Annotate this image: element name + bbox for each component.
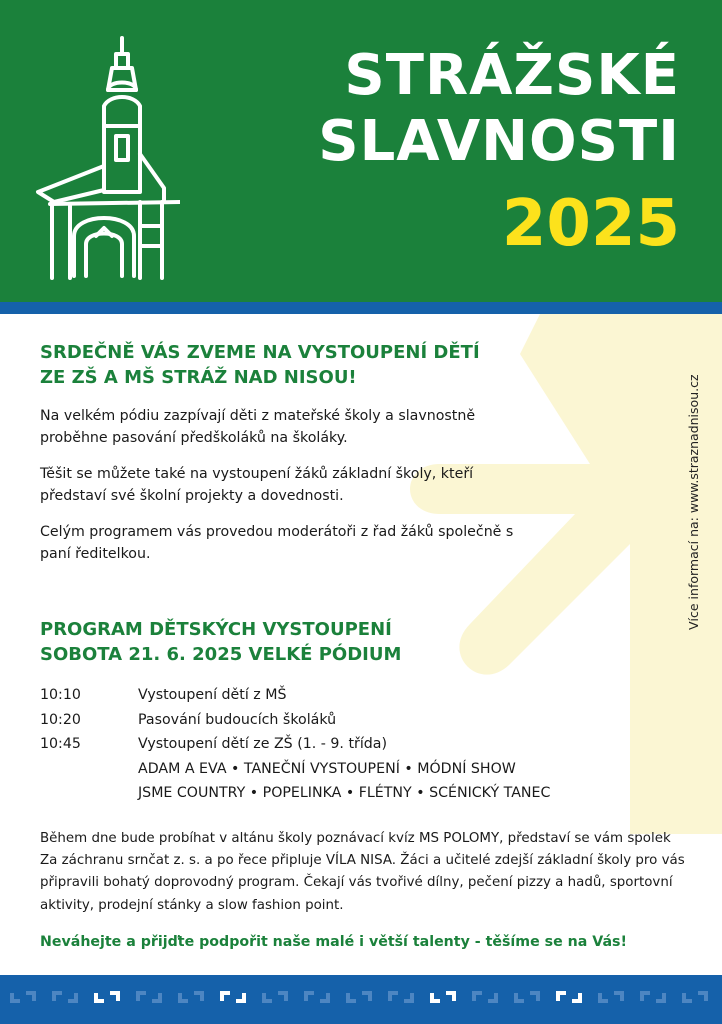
program-heading-line-2: SOBOTA 21. 6. 2025 VELKÉ PÓDIUM — [40, 644, 402, 665]
program-time: 10:10 — [40, 687, 81, 703]
program-item — [40, 708, 640, 733]
footer-pattern — [0, 975, 722, 1024]
intro-paragraph-1: Na velkém pódiu zazpívají děti z mateřské školy a slavnostně proběhne pasování předškoláků na školáky. — [40, 408, 476, 446]
website-info — [668, 340, 701, 640]
footer-bracket-icon — [390, 993, 412, 1001]
title-line-2: SLAVNOSTI — [318, 109, 680, 174]
call-to-action: Neváhejte a přijďte podpořit naše malé i větší talenty - těšíme se na Vás! — [40, 934, 627, 950]
event-title — [318, 43, 680, 261]
footer-bracket-icon — [222, 993, 244, 1001]
title-year: 2025 — [501, 187, 680, 261]
header-divider — [0, 302, 722, 314]
accompanying-program-paragraph: Během dne bude probíhat v altánu školy poznávací kvíz MS POLOMY, představí se vám spolek Za záchranu srnčat z. s. a po řece připluje VÍLA NISA. Žáci a učitelé zdejší základní školy pro vás připravili bohatý doprovodný program. Čekají vás tvořivé dílny, pečení pizzy a hadů, sportovní aktivity, prodejní stánky a slow fashion point. — [40, 831, 685, 913]
intro-heading-line-2: ZE ZŠ A MŠ STRÁŽ NAD NISOU! — [40, 367, 357, 388]
footer-bracket-icon — [54, 993, 76, 1001]
footer-bracket-icon — [474, 993, 496, 1001]
program-item — [40, 683, 640, 708]
program-description: Vystoupení dětí z MŠ — [138, 687, 287, 703]
footer-bracket-icon — [684, 993, 706, 1001]
footer-bracket-icon — [264, 993, 286, 1001]
website-info-text: Více informací na: www.straznadnisou.cz — [686, 374, 701, 630]
footer-bracket-icon — [600, 993, 622, 1001]
footer-bracket-icon — [516, 993, 538, 1001]
footer-bracket-icon — [348, 993, 370, 1001]
program-list — [40, 683, 640, 806]
intro-paragraph-2: Těšit se můžete také na vystoupení žáků základní školy, kteří představí své školní projekty a dovednosti. — [40, 466, 474, 504]
program-description: Pasování budoucích školáků — [138, 711, 337, 728]
intro-paragraph-3: Celým programem vás provedou moderátoři z řad žáků společně s paní ředitelkou. — [40, 524, 514, 562]
footer-bracket-icon — [432, 993, 454, 1001]
intro-heading-line-1: SRDEČNĚ VÁS ZVEME NA VYSTOUPENÍ DĚTÍ — [40, 342, 480, 363]
intro-heading — [40, 340, 560, 390]
footer-bracket-icon — [138, 993, 160, 1001]
footer-bracket-icon — [96, 993, 118, 1001]
footer-bracket-icon — [180, 993, 202, 1001]
church-tower-icon — [30, 36, 180, 281]
program-description: Vystoupení dětí ze ZŠ (1. - 9. třída) — [138, 736, 388, 752]
title-line-1: STRÁŽSKÉ — [344, 43, 680, 108]
program-heading-line-1: PROGRAM DĚTSKÝCH VYSTOUPENÍ — [40, 619, 392, 640]
footer-bracket-icon — [12, 993, 34, 1001]
program-heading — [40, 617, 560, 667]
footer-bracket-icon — [306, 993, 328, 1001]
program-item — [40, 732, 640, 757]
header-banner — [0, 0, 722, 302]
program-performances-line-2: JSME COUNTRY • POPELINKA • FLÉTNY • SCÉNICKÝ TANEC — [138, 785, 551, 801]
footer-bracket-icon — [558, 993, 580, 1001]
program-time: 10:20 — [40, 711, 81, 728]
footer-band — [0, 975, 722, 1024]
program-time: 10:45 — [40, 736, 81, 752]
program-performances-line-1: ADAM A EVA • TANEČNÍ VYSTOUPENÍ • MÓDNÍ SHOW — [138, 760, 516, 777]
footer-bracket-icon — [642, 993, 664, 1001]
